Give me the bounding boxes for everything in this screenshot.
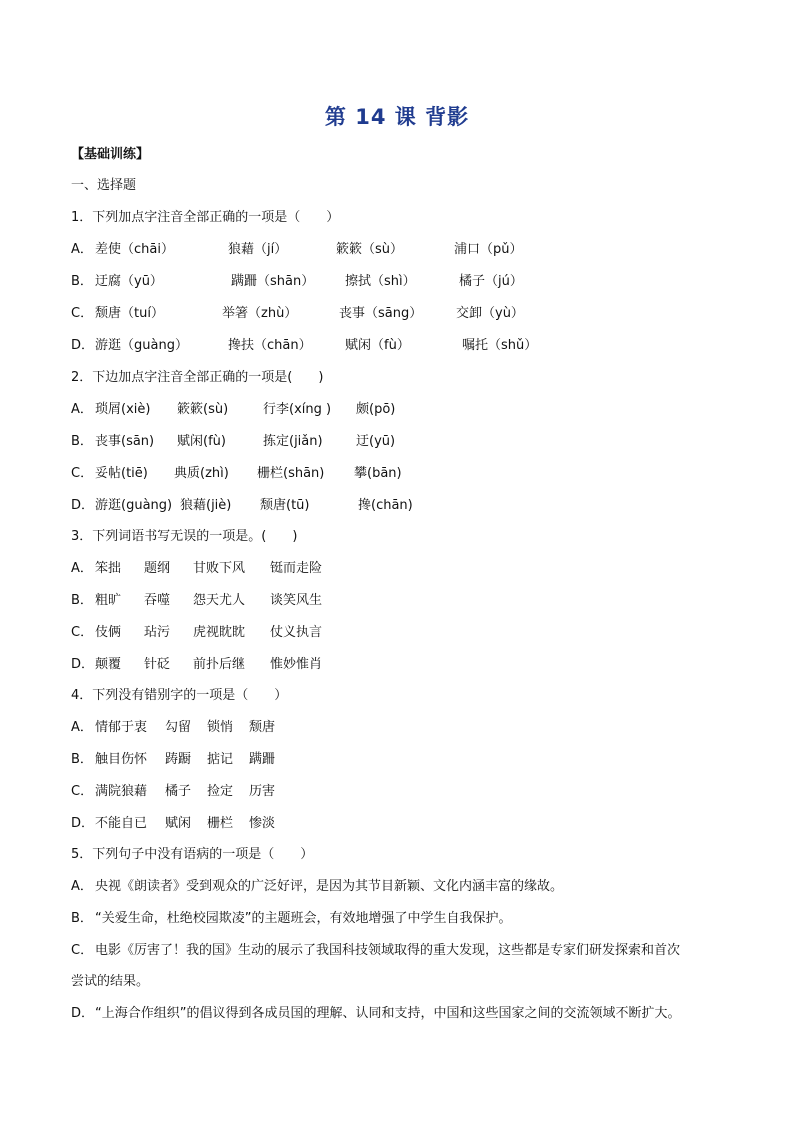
option-item: 狼藉（jí）	[228, 242, 288, 257]
question-stem: 5．下列句子中没有语病的一项是（ ）	[71, 847, 314, 862]
option-item: 赋闲(fù)	[177, 434, 226, 449]
option-label: B．	[71, 434, 93, 449]
option-label: D．	[71, 498, 95, 513]
option-item: 伎俩	[95, 625, 122, 640]
option-item: 谈笑风生	[270, 593, 323, 608]
option-text: “上海合作组织”的倡议得到各成员国的理解、认同和支持，中国和这些国家之间的交流领域不断扩大。	[95, 1006, 681, 1021]
question-stem: 2．下边加点字注音全部正确的一项是( )	[71, 370, 324, 385]
option-item: 赋闲	[165, 816, 192, 831]
option-item: 栅栏(shān)	[257, 466, 325, 481]
option-item: 踌蹰	[165, 752, 192, 767]
option-item: 橘子	[165, 784, 192, 799]
option-text-continued: 尝试的结果。	[71, 974, 150, 989]
option-item: 簌簌（sù）	[336, 242, 404, 257]
option-item: 赋闲（fù）	[345, 338, 410, 353]
option-item: 前扑后继	[193, 657, 246, 672]
option-item: 搀(chān)	[358, 498, 413, 513]
option-text: 电影《厉害了！我的国》生动的展示了我国科技领域取得的重大发现，这些都是专家们研发探索和首次	[95, 943, 681, 958]
option-item: 针砭	[144, 657, 171, 672]
option-text: 央视《朗读者》受到观众的广泛好评，是因为其节目新颖、文化内涵丰富的缘故。	[95, 879, 564, 894]
option-item: 甘败下风	[193, 561, 246, 576]
option-item: 惟妙惟肖	[270, 657, 323, 672]
option-item: 满院狼藉	[95, 784, 148, 799]
option-item: 蹒跚	[249, 752, 276, 767]
option-item: 颓唐(tū)	[260, 498, 310, 513]
option-item: 丧事(sān)	[95, 434, 155, 449]
option-label: B．	[71, 274, 93, 289]
option-item: 怨天尤人	[193, 593, 246, 608]
option-item: 玷污	[144, 625, 171, 640]
option-item: 丧事（sāng）	[339, 306, 423, 321]
option-item: 勾留	[165, 720, 192, 735]
question-stem: 4．下列没有错别字的一项是（ ）	[71, 688, 288, 703]
option-label: C．	[71, 943, 94, 958]
option-label: B．	[71, 593, 93, 608]
option-item: 嘱托（shǔ）	[462, 338, 538, 353]
option-item: 惨淡	[249, 816, 276, 831]
option-label: D．	[71, 1006, 95, 1021]
option-item: 蹒跚（shān）	[231, 274, 315, 289]
question-stem: 1．下列加点字注音全部正确的一项是（ ）	[71, 210, 340, 225]
option-item: 攀(bān)	[354, 466, 402, 481]
option-label: B．	[71, 752, 93, 767]
question-stem: 3．下列词语书写无误的一项是。( )	[71, 529, 298, 544]
option-item: 游逛（guàng）	[95, 338, 188, 353]
option-item: 交卸（yù）	[456, 306, 524, 321]
option-item: 琐屑(xiè)	[95, 402, 151, 417]
section-tag: 【基础训练】	[71, 147, 150, 162]
page-title: 第 14 课 背影	[324, 105, 470, 129]
option-item: 粗旷	[95, 593, 122, 608]
option-label: B．	[71, 911, 93, 926]
option-item: 游逛(guàng)	[95, 498, 173, 513]
option-item: 笨拙	[95, 561, 122, 576]
option-label: A．	[71, 242, 93, 257]
option-item: 情郁于衷	[95, 720, 148, 735]
option-item: 捡定	[207, 784, 234, 799]
option-item: 橘子（jú）	[459, 274, 523, 289]
option-item: 差使（chāi）	[95, 242, 174, 257]
option-label: D．	[71, 816, 95, 831]
option-label: C．	[71, 466, 94, 481]
option-item: 铤而走险	[270, 561, 323, 576]
option-label: A．	[71, 402, 93, 417]
option-label: A．	[71, 720, 93, 735]
option-item: 栅栏	[207, 816, 234, 831]
option-item: 妥帖(tiē)	[95, 466, 148, 481]
option-label: C．	[71, 306, 94, 321]
option-item: 吞噬	[144, 593, 171, 608]
option-item: 掂记	[207, 752, 234, 767]
option-item: 举箸（zhù）	[222, 306, 298, 321]
option-item: 簌簌(sù)	[177, 402, 229, 417]
option-item: 典质(zhì)	[174, 466, 229, 481]
option-item: 浦口（pǔ）	[454, 242, 523, 257]
option-item: 题纲	[144, 561, 171, 576]
option-label: A．	[71, 879, 93, 894]
option-item: 行李(xíng )	[263, 402, 332, 417]
option-item: 拣定(jiǎn)	[263, 434, 323, 449]
option-item: 颓唐	[249, 720, 276, 735]
option-label: C．	[71, 625, 94, 640]
option-item: 虎视眈眈	[193, 625, 246, 640]
option-label: D．	[71, 338, 95, 353]
option-item: 颇(pō)	[356, 402, 396, 417]
option-item: 仗义执言	[270, 625, 323, 640]
option-item: 迂腐（yū）	[95, 274, 163, 289]
option-item: 不能自已	[95, 816, 148, 831]
option-text: “关爱生命，杜绝校园欺凌”的主题班会，有效地增强了中学生自我保护。	[95, 911, 512, 926]
option-item: 擦拭（shì）	[345, 274, 416, 289]
option-item: 颓唐（tuí）	[95, 306, 164, 321]
option-item: 迂(yū)	[356, 434, 396, 449]
option-item: 搀扶（chān）	[228, 338, 312, 353]
option-item: 狼藉(jiè)	[180, 498, 232, 513]
part-heading: 一、选择题	[71, 178, 137, 193]
option-label: D．	[71, 657, 95, 672]
option-item: 历害	[249, 784, 276, 799]
option-item: 颠覆	[95, 657, 122, 672]
option-label: C．	[71, 784, 94, 799]
option-item: 锁悄	[207, 720, 234, 735]
option-item: 触目伤怀	[95, 752, 148, 767]
option-label: A．	[71, 561, 93, 576]
